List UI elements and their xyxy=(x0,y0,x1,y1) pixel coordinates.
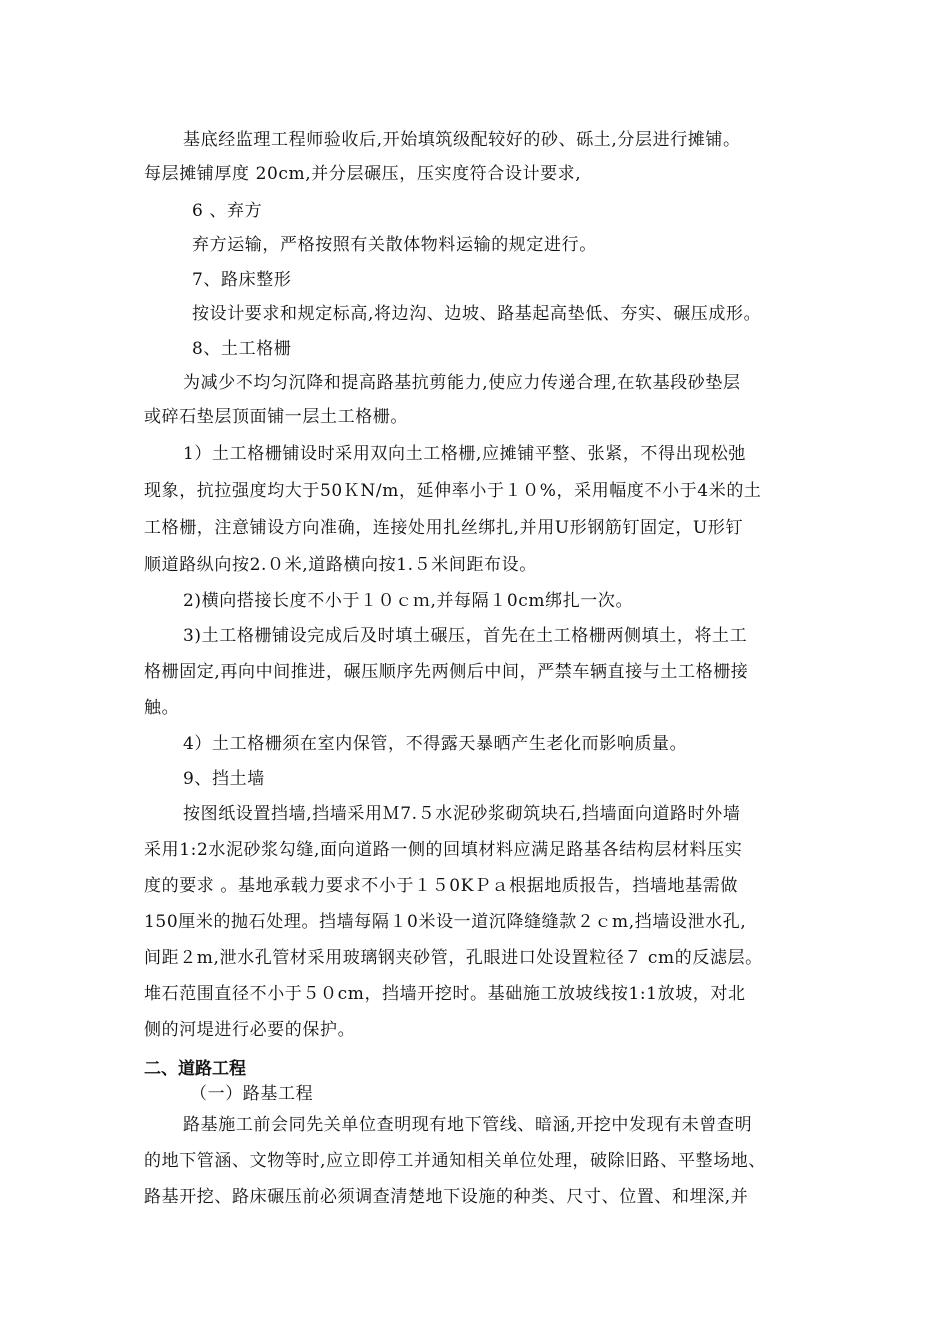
item-heading: 9、挡土墙 xyxy=(183,769,265,789)
paragraph-line: 或碎石垫层顶面铺一层土工格栅。 xyxy=(144,407,408,427)
paragraph-line: 3)土工格栅铺设完成后及时填土碾压，首先在土工格栅两侧填土，将土工 xyxy=(183,626,748,646)
paragraph-line: 路基施工前会同先关单位查明现有地下管线、暗涵,开挖中发现有未曾查明 xyxy=(183,1115,753,1135)
paragraph-line: 现象，抗拉强度均大于50ＫN/m，延伸率小于１０%，采用幅度不小于4米的土 xyxy=(144,481,762,501)
paragraph-line: 每层摊铺厚度 20cm,并分层碾压，压实度符合设计要求, xyxy=(144,164,582,184)
paragraph-line: 间距２m,泄水孔管材采用玻璃钢夹砂管，孔眼进口处设置粒径７ cm的反滤层。 xyxy=(144,948,763,968)
paragraph-line: 150厘米的抛石处理。挡墙每隔１0米设一道沉降缝缝款２ｃm,挡墙设泄水孔, xyxy=(144,912,747,932)
paragraph-line: 堆石范围直径不小于５０cm，挡墙开挖时。基础施工放坡线按1:1放坡，对北 xyxy=(144,984,746,1004)
paragraph-line: 度的要求 。基地承载力要求不小于１５0KＰａ根据地质报告，挡墙地基需做 xyxy=(144,876,738,896)
paragraph-line: 按设计要求和规定标高,将边沟、边坡、路基起高垫低、夯实、碾压成形。 xyxy=(192,304,762,324)
paragraph-line: 工格栅，注意铺设方向准确，连接处用扎丝绑扎,并用U形钢筋钉固定，U形钉 xyxy=(144,518,744,538)
item-heading: 7、路床整形 xyxy=(192,270,292,290)
paragraph-line: 1）土工格栅铺设时采用双向土工格栅,应摊铺平整、张紧，不得出现松弛 xyxy=(183,444,747,464)
paragraph-line: 的地下管涵、文物等时,应立即停工并通知相关单位处理，破除旧路、平整场地、 xyxy=(144,1151,767,1171)
paragraph-line: 2)横向搭接长度不小于１０ｃｍ,并每隔１0cm绑扎一次。 xyxy=(183,591,634,611)
paragraph-line: 4）土工格栅须在室内保管，不得露天暴晒产生老化而影响质量。 xyxy=(183,734,688,754)
paragraph-line: 基底经监理工程师验收后,开始填筑级配较好的砂、砾土,分层进行摊铺。 xyxy=(183,130,741,150)
paragraph-line: 顺道路纵向按2.０米,道路横向按1.５米间距布设。 xyxy=(144,555,537,575)
paragraph-line: 路基开挖、路床碾压前必须调查清楚地下设施的种类、尺寸、位置、和埋深,并 xyxy=(144,1187,749,1207)
paragraph-line: 侧的河堤进行必要的保护。 xyxy=(144,1020,356,1040)
item-heading: 8、土工格栅 xyxy=(192,339,292,359)
paragraph-line: 触。 xyxy=(144,698,180,718)
paragraph-line: 格栅固定,再向中间推进，碾压顺序先两侧后中间，严禁车辆直接与土工格栅接 xyxy=(144,662,749,682)
paragraph-line: 按图纸设置挡墙,挡墙采用Ｍ7.５水泥砂浆砌筑块石,挡墙面向道路时外墙 xyxy=(183,804,741,824)
section-heading: 二、道路工程 xyxy=(144,1059,246,1079)
paragraph-line: 为减少不均匀沉降和提高路基抗剪能力,使应力传递合理,在软基段砂垫层 xyxy=(183,373,741,393)
paragraph-line: 采用1:2水泥砂浆勾缝,面向道路一侧的回填材料应满足路基各结构层材料压实 xyxy=(144,840,743,860)
paragraph-line: 弃方运输，严格按照有关散体物料运输的规定进行。 xyxy=(192,235,597,255)
sub-heading: （一）路基工程 xyxy=(190,1084,314,1104)
item-heading: 6 、弃方 xyxy=(192,201,263,221)
